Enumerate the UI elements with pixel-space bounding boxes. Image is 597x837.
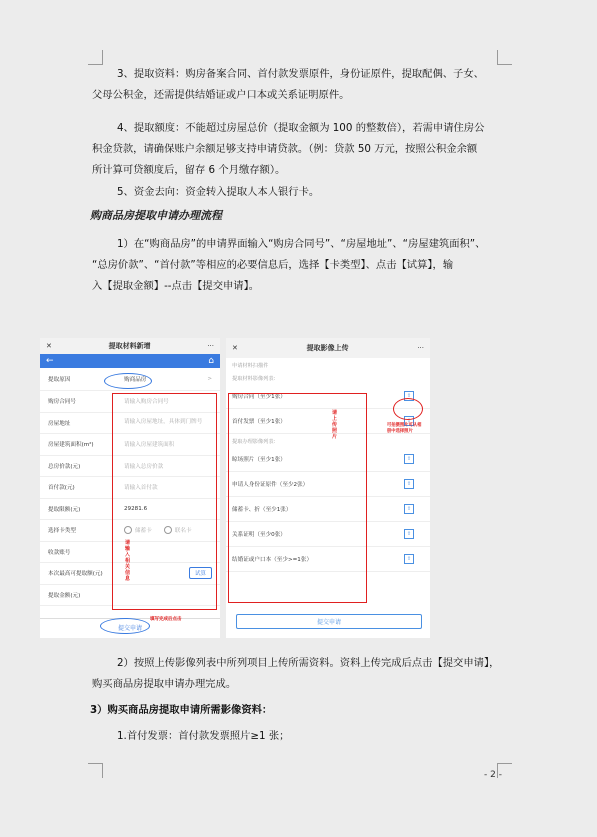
screen-title: 提取材料新增	[108, 342, 151, 350]
close-icon[interactable]: ✕	[46, 342, 52, 350]
paragraph-amount-cont2: 所计算可贷额度后，留存 6 个月缴存额）。	[92, 164, 286, 176]
upload-icon[interactable]: ⇧	[404, 504, 414, 514]
paragraph-step1-cont2: 入【提取金额】--点击【提交申请】。	[92, 280, 260, 292]
paragraph-invoice: 1.首付发票：首付款发票照片≥1 张；	[117, 730, 290, 742]
more-icon[interactable]: ···	[207, 342, 214, 350]
paragraph-amount: 4、提取额度：不能超过房屋总价（提取金额为 100 的整数倍），若需申请住房公	[117, 122, 485, 134]
more-icon[interactable]: ···	[417, 344, 424, 352]
field-label: 房屋建筑面积(m²)	[48, 442, 94, 449]
upload-item-label: 购房合同（至少1张）	[232, 394, 286, 400]
annotation-note: 填写完成后点击	[150, 617, 182, 622]
card-option-label: 联名卡	[174, 528, 192, 535]
section-heading: 购商品房提取申请办理流程	[90, 209, 222, 222]
submit-button[interactable]: 提交申请	[236, 614, 422, 629]
corner-mark	[497, 50, 512, 65]
paragraph-step2-cont: 购买商品房提取申请办理完成。	[92, 678, 237, 690]
home-icon[interactable]: ⌂	[208, 356, 214, 366]
total-price-input[interactable]: 请输入总房价款	[124, 463, 164, 470]
field-label: 总房价款(元)	[48, 463, 81, 470]
corner-mark	[88, 763, 103, 778]
nav-bar	[40, 354, 220, 368]
max-label: 本次最高可提取额(元)	[48, 571, 103, 578]
highlight-oval	[104, 373, 152, 389]
highlight-oval	[393, 398, 423, 420]
card-option-label: 储蓄卡	[135, 528, 152, 535]
annotation-note: 请输入相关信息	[125, 540, 131, 582]
paragraph-materials: 3、提取资料：购房备案合同、首付款发票原件，身份证原件，提取配偶、子女、	[117, 68, 484, 80]
paragraph-step1: 1）在“购商品房”的申请界面输入“购房合同号”、“房屋地址”、“房屋建筑面积”、	[117, 238, 486, 250]
corner-mark	[88, 50, 103, 65]
paragraph-step2: 2）按照上传影像列表中所列项目上传所需资料。资料上传完成后点击【提交申请】，	[117, 657, 500, 669]
highlight-oval	[100, 618, 150, 634]
highlight-box	[228, 393, 367, 603]
annotation-note: 请上传照片	[332, 410, 338, 440]
section-label: 提取材料影像列表：	[232, 376, 279, 382]
paragraph-funds: 5、资金去向：资金转入提取人本人银行卡。	[117, 186, 320, 198]
field-label: 房屋地址	[48, 420, 71, 427]
reason-label: 提取原因	[48, 377, 71, 383]
upload-icon[interactable]: ⇧	[404, 479, 414, 489]
account-label: 收款账号	[48, 549, 71, 556]
down-payment-input[interactable]: 请输入首付款	[124, 485, 158, 492]
upload-icon[interactable]: ⇧	[404, 416, 414, 426]
title-bar	[226, 338, 430, 358]
card-type-label: 选择卡类型	[48, 528, 76, 535]
address-input[interactable]: 请输入房屋地址，具体到门牌号	[124, 419, 203, 426]
page-number: - 2 -	[484, 770, 502, 780]
submit-button[interactable]: 提交申请	[40, 618, 220, 635]
upload-item-label: 储蓄卡、折（至少1张）	[232, 507, 292, 513]
upload-icon[interactable]: ⇧	[404, 391, 414, 401]
chevron-right-icon: >	[207, 376, 212, 382]
upload-item-label: 首付发票（至少1张）	[232, 419, 286, 425]
field-label: 首付款(元)	[48, 485, 75, 492]
upload-item-label: 结婚证或户口本（至少>=1张）	[232, 557, 313, 563]
section-label: 提取办理影像列表：	[232, 439, 279, 445]
title-bar	[40, 338, 220, 354]
scan-label: 申请材料扫描件	[232, 363, 269, 369]
limit-value: 29281.6	[124, 505, 148, 512]
upload-item-label: 晾场照片（至少1张）	[232, 457, 286, 463]
annotation-note: 可拍摄照片可从相册中选择照片	[387, 423, 422, 434]
upload-item-label: 关系证明（至少0张）	[232, 532, 286, 538]
screen-title: 提取影像上传	[306, 344, 349, 352]
upload-icon[interactable]: ⇧	[404, 529, 414, 539]
upload-icon[interactable]: ⇧	[404, 454, 414, 464]
contract-input[interactable]: 请输入购房合同号	[124, 399, 169, 406]
upload-icon[interactable]: ⇧	[404, 554, 414, 564]
close-icon[interactable]: ✕	[232, 344, 238, 352]
amount-label: 提取金额(元)	[48, 592, 81, 599]
calc-button[interactable]: 试算	[189, 567, 212, 579]
paragraph-materials-cont: 父母公积金，还需提供结婚证或户口本或关系证明原件。	[92, 89, 350, 101]
paragraph-step1-cont: “总房价款”、“首付款”等相应的必要信息后，选择【卡类型】、点击【试算】，输	[92, 259, 454, 271]
paragraph-required-images: 3）购买商品房提取申请所需影像资料：	[90, 704, 273, 716]
reason-value[interactable]: 购商品房	[124, 377, 147, 383]
area-input[interactable]: 请输入房屋建筑面积	[124, 442, 175, 449]
back-arrow-icon[interactable]: ←	[46, 356, 54, 366]
field-label: 购房合同号	[48, 399, 76, 406]
field-label: 提取限额(元)	[48, 506, 81, 513]
paragraph-amount-cont: 积金贷款，请确保账户余额足够支持申请贷款。（例：贷款 50 万元，按照公积金余额	[92, 143, 478, 155]
upload-item-label: 申请人身份证原件（至少2张）	[232, 482, 309, 488]
